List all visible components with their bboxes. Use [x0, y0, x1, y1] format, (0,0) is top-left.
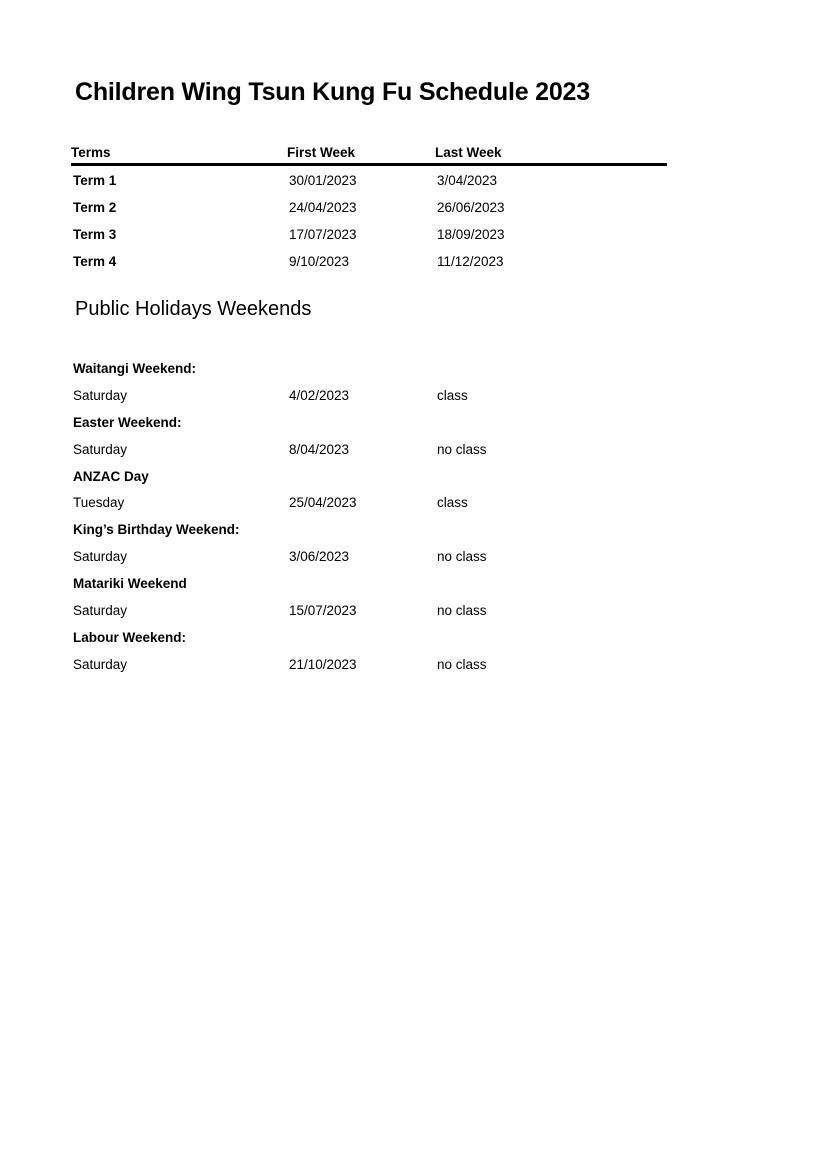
holiday-name-row: [73, 414, 667, 441]
holiday-date: 8/04/2023: [289, 441, 350, 457]
holiday-name: Matariki Weekend: [73, 576, 187, 592]
holiday-name: Waitangi Weekend:: [73, 361, 197, 376]
holiday-date: 15/07/2023: [289, 603, 357, 619]
holiday-name-row: [73, 468, 667, 495]
holiday-status: class: [437, 495, 468, 511]
holiday-detail-row: [73, 494, 667, 521]
term-name: Term 2: [73, 200, 117, 215]
terms-table: [73, 144, 667, 280]
header-terms: Terms: [71, 145, 111, 160]
holiday-name-row: [73, 575, 667, 602]
term-last-week: 26/06/2023: [437, 200, 505, 215]
holiday-detail-row: [73, 548, 667, 575]
holiday-date: 21/10/2023: [289, 656, 357, 672]
table-row: [73, 199, 667, 226]
holiday-name: Easter Weekend:: [73, 414, 182, 430]
term-last-week: 3/04/2023: [437, 173, 498, 188]
term-name: Term 4: [73, 254, 117, 269]
holidays-heading: Public Holidays Weekends: [75, 298, 312, 320]
table-row: [73, 172, 667, 199]
header-last-week: Last Week: [435, 145, 502, 160]
holiday-name-row: [73, 521, 667, 548]
term-name: Term 1: [73, 173, 117, 188]
holiday-name: Labour Weekend:: [73, 629, 187, 645]
holiday-day: Saturday: [73, 549, 128, 565]
term-first-week: 30/01/2023: [289, 173, 357, 188]
holiday-detail-row: [73, 602, 667, 629]
holidays-list: [73, 360, 667, 683]
holiday-day: Saturday: [73, 656, 128, 672]
holiday-day: Tuesday: [73, 495, 125, 511]
holiday-name: King’s Birthday Weekend:: [73, 522, 240, 538]
holiday-status: class: [437, 387, 468, 403]
term-first-week: 9/10/2023: [289, 254, 350, 269]
holiday-detail-row: [73, 387, 667, 414]
page-title: Children Wing Tsun Kung Fu Schedule 2023: [75, 78, 590, 106]
holiday-detail-row: [73, 441, 667, 468]
holiday-date: 4/02/2023: [289, 387, 350, 403]
holiday-day: Saturday: [73, 603, 128, 619]
term-last-week: 11/12/2023: [437, 254, 504, 269]
holiday-name: ANZAC Day: [73, 468, 149, 484]
holiday-date: 25/04/2023: [289, 495, 357, 511]
holiday-name-row: [73, 360, 667, 387]
holiday-day: Saturday: [73, 387, 128, 403]
term-last-week: 18/09/2023: [437, 227, 505, 242]
term-first-week: 24/04/2023: [289, 200, 357, 215]
holiday-date: 3/06/2023: [289, 549, 350, 565]
table-row: [73, 253, 667, 280]
table-row: [73, 226, 667, 253]
holiday-day: Saturday: [73, 441, 128, 457]
term-name: Term 3: [73, 227, 117, 242]
header-first-week: First Week: [287, 145, 356, 160]
terms-header-row: [71, 144, 667, 166]
holiday-status: no class: [437, 603, 487, 619]
term-first-week: 17/07/2023: [289, 227, 357, 242]
holiday-detail-row: [73, 656, 667, 683]
holiday-name-row: [73, 629, 667, 656]
holiday-status: no class: [437, 441, 487, 457]
holiday-status: no class: [437, 549, 487, 565]
holiday-status: no class: [437, 656, 487, 672]
